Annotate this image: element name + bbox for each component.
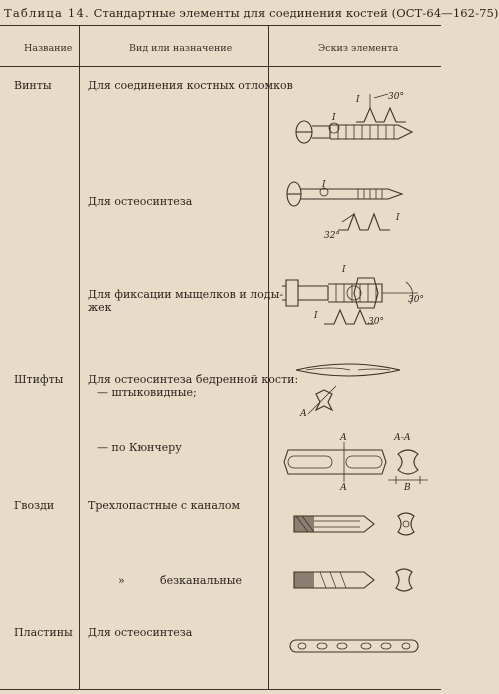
column-divider-2 bbox=[268, 25, 269, 689]
header-bottom-rule bbox=[0, 66, 441, 67]
row-desc-line: жек bbox=[88, 301, 112, 314]
condyle-bolt-sketch bbox=[278, 262, 434, 342]
header-sketch: Эскиз элемента bbox=[318, 43, 399, 54]
detail-mark-label: I bbox=[396, 213, 400, 223]
row-desc bbox=[88, 373, 298, 399]
angle-label: 30° bbox=[408, 295, 424, 305]
row-name-pins: Штифты bbox=[14, 373, 64, 386]
title-prefix: Таблица 14. bbox=[4, 6, 90, 20]
header-name: Название bbox=[24, 43, 73, 54]
header-top-rule bbox=[0, 25, 441, 26]
table-title bbox=[4, 6, 499, 20]
screw-sketch bbox=[290, 88, 430, 160]
row-desc-line: — штыковидные; bbox=[97, 386, 197, 399]
plate-sketch bbox=[288, 636, 422, 656]
table-bottom-rule bbox=[0, 689, 441, 690]
title-text: Стандартные элементы для соединения костей bbox=[93, 6, 388, 20]
column-divider-1 bbox=[79, 25, 80, 689]
osteosynthesis-screw-sketch bbox=[284, 180, 430, 244]
row-desc: Для остеосинтеза bbox=[88, 195, 193, 208]
row-desc: Трехлопастные с каналом bbox=[88, 499, 241, 512]
row-desc bbox=[88, 288, 283, 314]
detail-mark-label: I bbox=[342, 265, 346, 275]
angle-label: 32° bbox=[324, 231, 340, 241]
angle-label: 30° bbox=[388, 92, 404, 102]
section-label: А bbox=[300, 409, 307, 419]
row-desc: Для соединения костных отломков bbox=[88, 79, 293, 92]
header-purpose: Вид или назначение bbox=[129, 43, 233, 54]
angle-label: 30° bbox=[368, 317, 384, 327]
detail-mark-label: I bbox=[356, 95, 360, 105]
section-label: А bbox=[340, 433, 347, 443]
cannulated-nail-sketch bbox=[290, 504, 430, 546]
section-label: А bbox=[340, 483, 347, 493]
section-label: А-А bbox=[394, 433, 411, 443]
bayonet-pin-sketch bbox=[292, 356, 416, 420]
row-desc-line: Для фиксации мыщелков и лоды- bbox=[88, 288, 284, 301]
detail-mark-label: I bbox=[314, 311, 318, 321]
kuntscher-pin-sketch bbox=[282, 432, 434, 492]
detail-mark-label: I bbox=[322, 180, 326, 190]
row-name-screws: Винты bbox=[14, 79, 52, 92]
dimension-label: В bbox=[404, 483, 411, 493]
row-desc: безканальные bbox=[160, 574, 243, 587]
detail-mark-label: I bbox=[332, 113, 336, 123]
row-desc-line: Для остеосинтеза бедренной кости: bbox=[88, 373, 299, 386]
ditto-mark: » bbox=[118, 574, 125, 587]
title-standard: (ОСТ-64—162-75) bbox=[391, 6, 499, 20]
row-name-nails: Гвозди bbox=[14, 499, 55, 512]
row-desc: Для остеосинтеза bbox=[88, 626, 193, 639]
solid-nail-sketch bbox=[290, 562, 430, 602]
row-desc: — по Кюнчеру bbox=[97, 441, 182, 454]
row-name-plates: Пластины bbox=[14, 626, 73, 639]
